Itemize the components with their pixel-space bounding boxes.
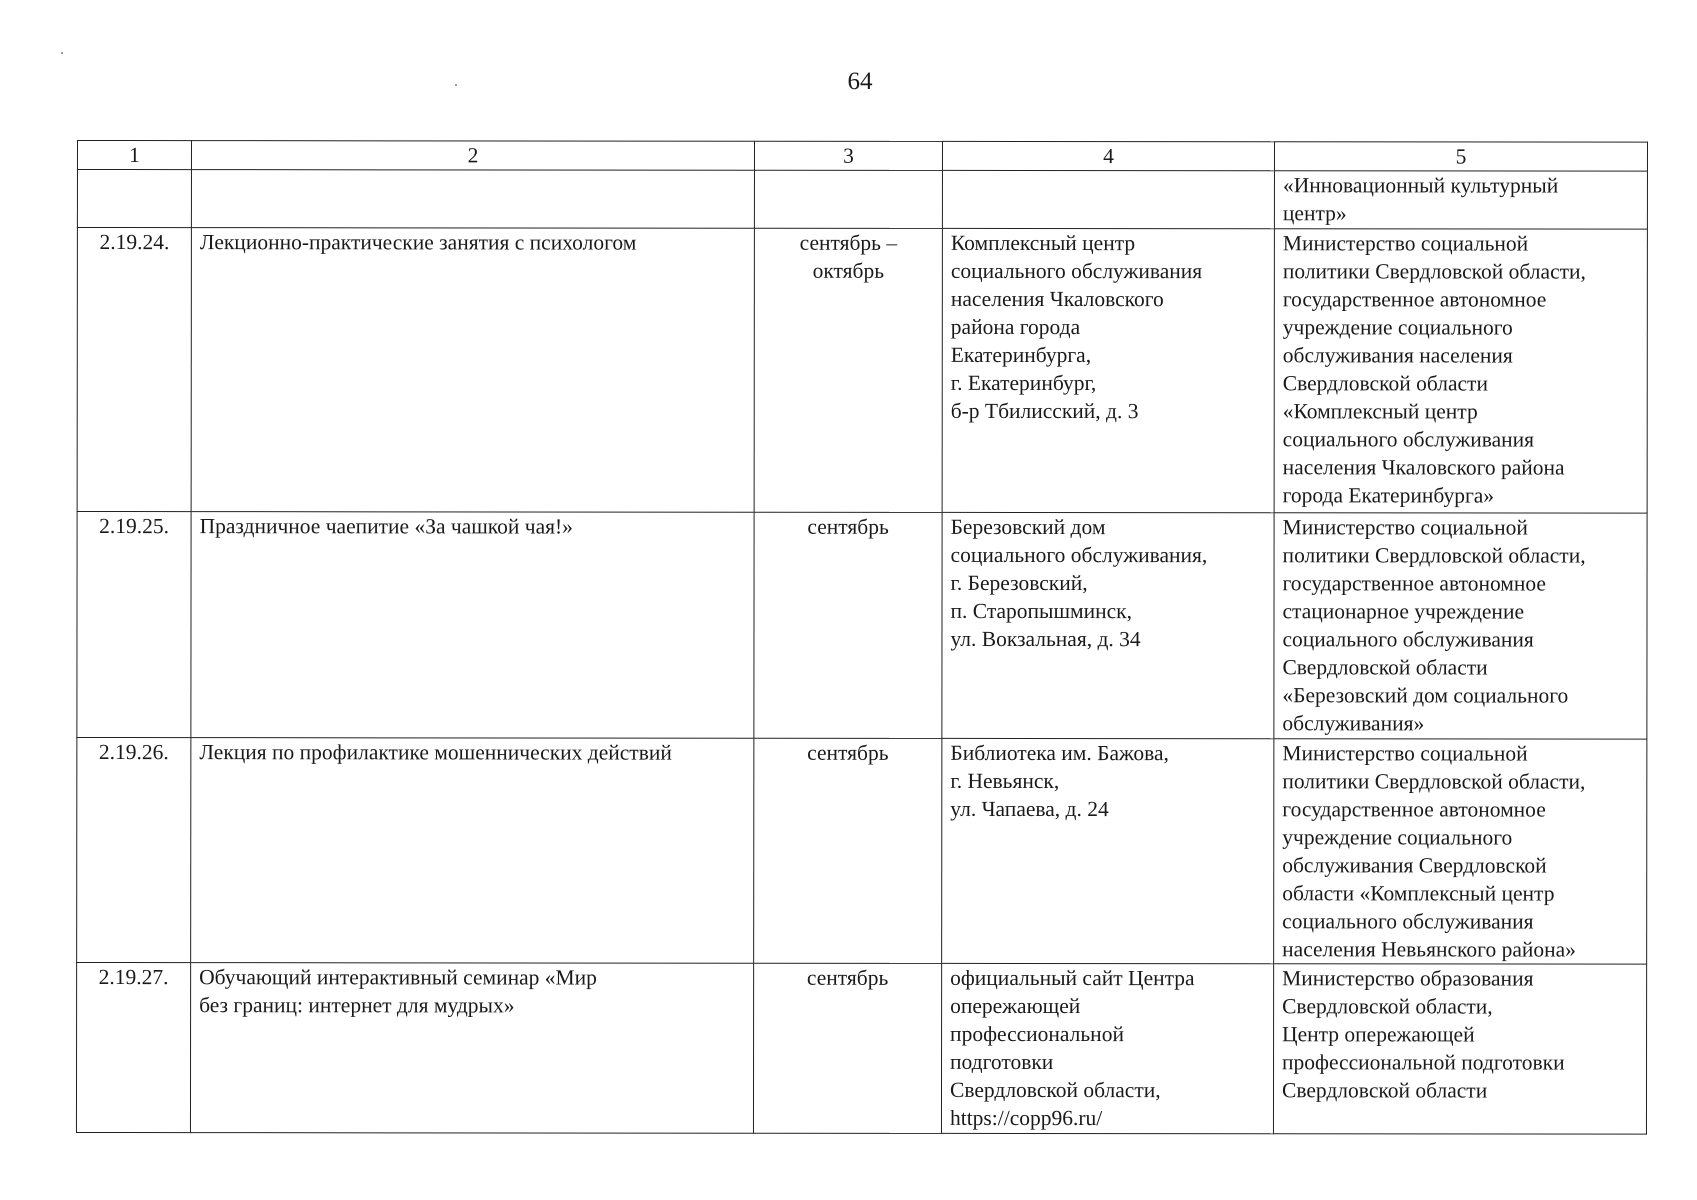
text-line: государственное автономное	[1282, 571, 1547, 596]
table-cell	[191, 170, 754, 229]
text-line: Свердловской области	[1282, 655, 1488, 680]
text-line: стационарное учреждение	[1282, 599, 1525, 624]
text-line: официальный сайт Центра	[950, 965, 1195, 991]
table-header-row	[77, 141, 1647, 172]
organizers-cell	[1273, 964, 1646, 1134]
text-line: https://copp96.ru/	[949, 1105, 1103, 1131]
text-line: п. Старопышминск,	[950, 598, 1133, 624]
text-line: опережающей	[950, 993, 1081, 1019]
text-line: учреждение социального	[1282, 315, 1513, 340]
text-line: г. Березовский,	[950, 570, 1088, 596]
text-line: центр»	[1282, 201, 1347, 226]
row-number-cell: 2.19.26.	[77, 738, 191, 963]
text-line: города Екатеринбурга»	[1282, 483, 1495, 508]
event-cell	[190, 963, 753, 1134]
text-line: социального обслуживания	[1282, 627, 1534, 652]
text-line: Свердловской области,	[949, 1077, 1161, 1103]
text-line: ул. Вокзальная, д. 34	[950, 626, 1141, 652]
text-line: обслуживания Свердловской	[1282, 853, 1547, 878]
table-row	[77, 512, 1647, 740]
text-line: населения Невьянского района»	[1282, 937, 1576, 962]
text-line: без границ: интернет для мудрых»	[199, 993, 515, 1018]
column-header: 3	[754, 141, 942, 170]
event-cell	[191, 228, 754, 513]
text-line: социального обслуживания	[1282, 427, 1535, 452]
text-line: «Комплексный центр	[1282, 399, 1478, 424]
events-table	[76, 140, 1648, 1135]
text-line: Обучающий интерактивный семинар «Мир	[199, 965, 597, 990]
event-cell	[191, 738, 754, 964]
table-row	[77, 738, 1647, 965]
continuation-row	[77, 170, 1647, 230]
column-header: 4	[942, 141, 1274, 170]
place-cell	[941, 963, 1273, 1133]
text-line: Лекционно-практические занятия с психологом	[199, 230, 637, 255]
text-line: политики Свердловской области,	[1282, 769, 1586, 794]
text-line: учреждение социального	[1282, 825, 1513, 850]
text-line: Библиотека им. Бажова,	[950, 740, 1169, 766]
text-line: сентябрь	[807, 740, 889, 765]
text-line: политики Свердловской области,	[1282, 259, 1586, 284]
text-line: ул. Чапаева, д. 24	[950, 796, 1109, 822]
text-line: Екатеринбурга,	[950, 342, 1092, 368]
text-line: населения Чкаловского	[950, 286, 1164, 312]
text-line: сентябрь –	[799, 230, 898, 255]
table-cell	[942, 170, 1274, 228]
table-row	[77, 228, 1647, 514]
place-cell	[942, 512, 1274, 738]
page-number: 64	[847, 68, 873, 95]
text-line: социального обслуживания,	[950, 542, 1208, 568]
date-cell	[754, 738, 942, 963]
text-line: социального обслуживания	[950, 258, 1203, 284]
text-line: Березовский дом	[950, 514, 1106, 540]
place-cell	[942, 738, 1274, 963]
text-line: сентябрь	[807, 514, 889, 539]
row-number-cell: 2.19.27.	[76, 963, 190, 1133]
organizers-cell	[1274, 739, 1647, 964]
text-line: сентябрь	[806, 965, 889, 990]
text-line: района города	[950, 314, 1081, 340]
text-line: Свердловской области	[1281, 1078, 1488, 1103]
table-cell	[754, 170, 942, 228]
text-line: области «Комплексный центр	[1282, 881, 1555, 906]
event-cell	[191, 512, 754, 739]
text-line: подготовки	[950, 1049, 1054, 1075]
text-line: обслуживания населения	[1282, 343, 1513, 368]
text-line: Министерство социальной	[1282, 515, 1528, 540]
column-header: 5	[1274, 142, 1647, 171]
text-line: государственное автономное	[1282, 287, 1547, 312]
text-line: г. Екатеринбург,	[950, 370, 1097, 396]
text-line: Лекция по профилактике мошеннических действий	[199, 740, 672, 765]
text-line: б-р Тбилисский, д. 3	[950, 398, 1139, 424]
date-cell	[753, 963, 941, 1133]
scan-speck	[61, 52, 63, 54]
date-cell	[754, 512, 942, 738]
text-line: Комплексный центр	[950, 230, 1136, 256]
text-line: Министерство социальной	[1282, 231, 1529, 256]
text-line: Министерство образования	[1282, 966, 1534, 991]
text-line: профессиональной	[950, 1021, 1124, 1047]
organizers-cell	[1274, 229, 1647, 513]
text-line: политики Свердловской области,	[1282, 543, 1586, 568]
scan-speck	[455, 84, 457, 86]
text-line: октябрь	[812, 258, 885, 283]
text-line: обслуживания»	[1282, 711, 1425, 736]
table-row	[76, 963, 1646, 1135]
text-line: Свердловской области	[1282, 371, 1488, 396]
text-line: Праздничное чаепитие «За чашкой чая!»	[199, 514, 573, 539]
text-line: населения Чкаловского района	[1282, 455, 1565, 480]
organizers-cell	[1274, 171, 1647, 229]
text-line: Центр опережающей	[1282, 1022, 1475, 1047]
text-line: Свердловской области,	[1282, 994, 1493, 1019]
row-number-cell: 2.19.25.	[77, 512, 191, 738]
place-cell	[942, 228, 1274, 512]
text-line: профессиональной подготовки	[1282, 1050, 1565, 1075]
text-line: «Березовский дом социального	[1282, 683, 1569, 708]
text-line: «Инновационный культурный	[1282, 173, 1559, 198]
column-header: 1	[77, 141, 191, 170]
date-cell	[754, 228, 942, 512]
column-header: 2	[191, 141, 754, 171]
table-cell	[77, 170, 191, 228]
row-number-cell: 2.19.24.	[77, 228, 191, 512]
text-line: Министерство социальной	[1282, 741, 1528, 766]
text-line: государственное автономное	[1282, 797, 1546, 822]
text-line: г. Невьянск,	[950, 768, 1060, 794]
organizers-cell	[1274, 513, 1647, 739]
text-line: социального обслуживания	[1282, 909, 1534, 934]
